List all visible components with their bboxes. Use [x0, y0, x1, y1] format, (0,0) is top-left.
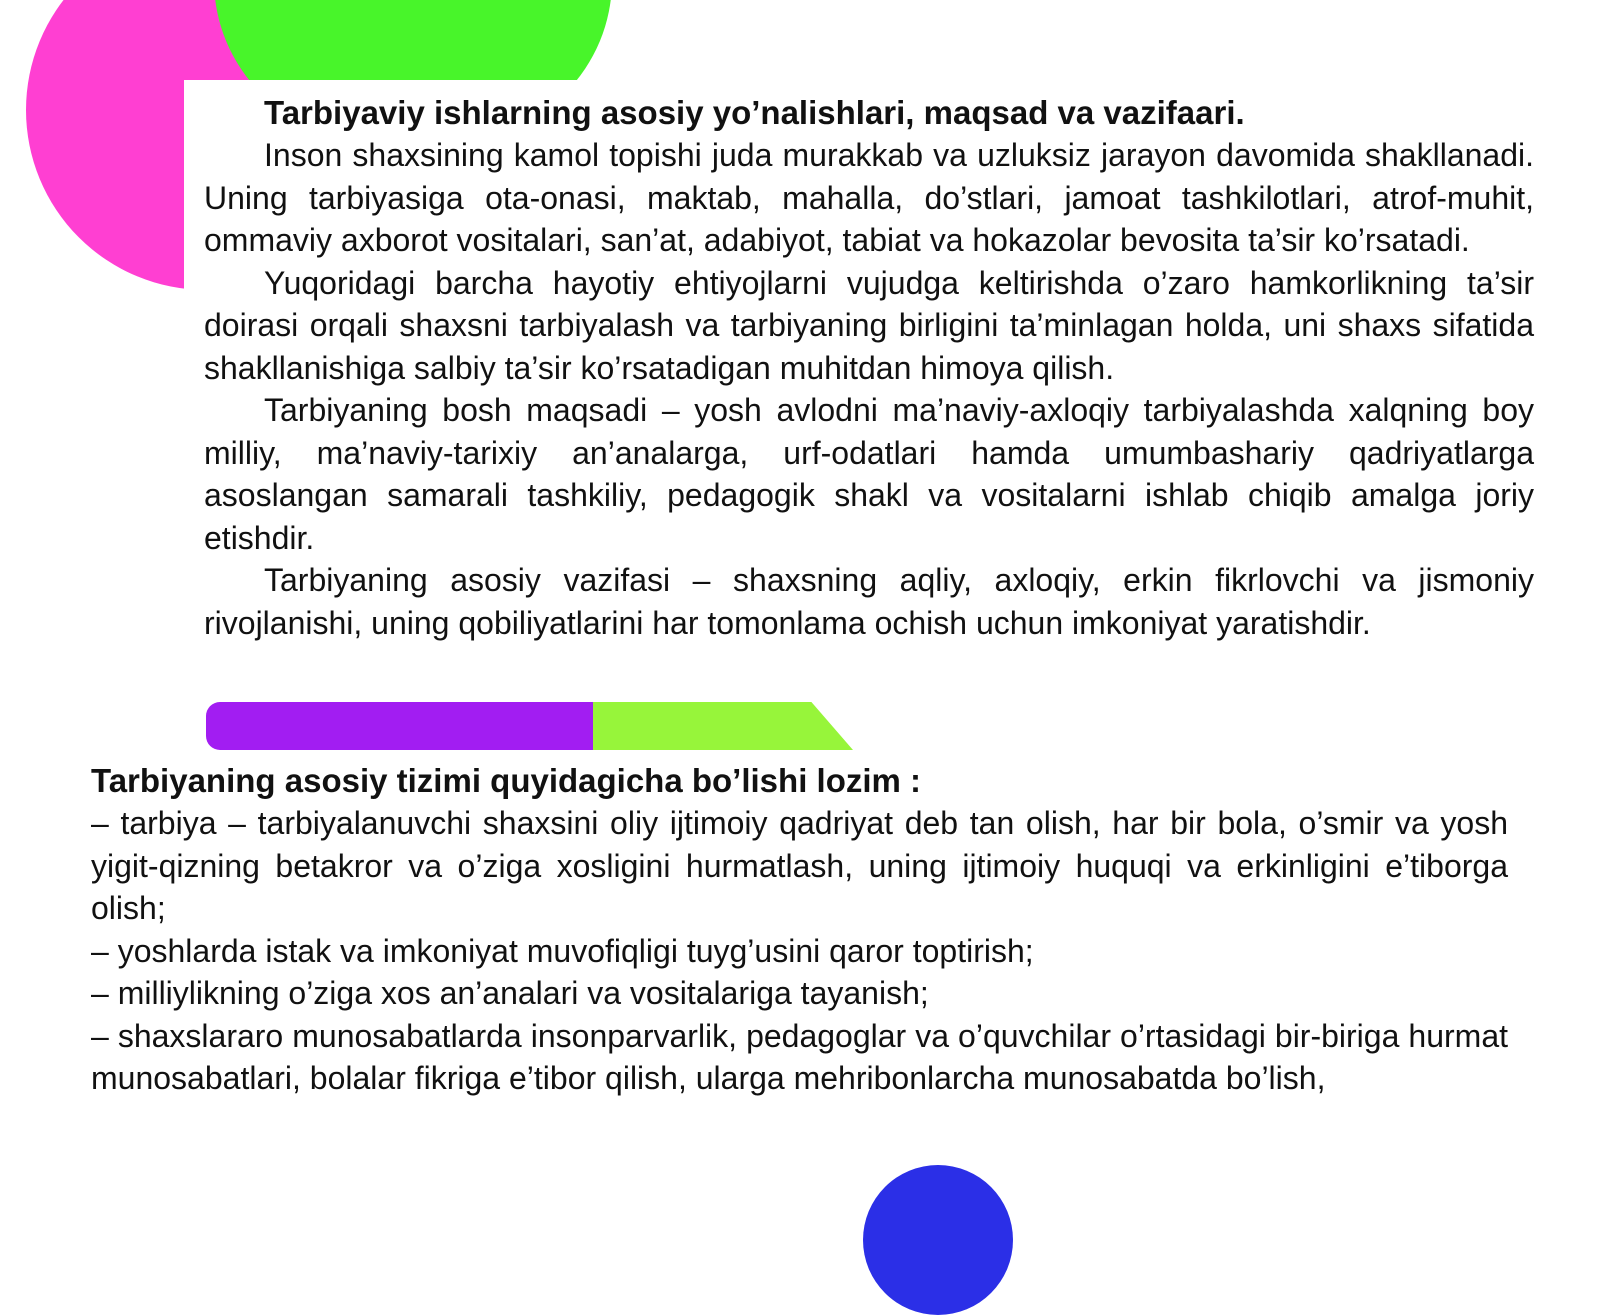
list-item: – yoshlarda istak va imkoniyat muvofiqligi tuyg’usini qaror toptirish;	[91, 932, 1034, 969]
list-item: – tarbiya – tarbiyalanuvchi shaxsini oliy ijtimoiy qadriyat deb tan olish, har bir bola, o’smir va yosh yigit-qizning betakror va o’ziga xosligini hurmatlash, uning ijtimoiy huquqi va erkinligini e’tiborga olish;	[91, 805, 1508, 926]
section-system	[91, 760, 1508, 1100]
paragraph: Yuqoridagi barcha hayotiy ehtiyojlarni vujudga keltirishda o’zaro hamkorlikning ta’sir doirasi orqali shaxsni tarbiyalash va tarbiyaning birligini ta’minlagan holda, uni shaxs sifatida shakllanishiga salbiy ta’sir ko’rsatadigan muhitdan himoya qilish.	[204, 264, 1534, 386]
list-item: – milliylikning o’ziga xos an’analari va vositalariga tayanish;	[91, 975, 929, 1011]
paragraph: Tarbiyaning asosiy vazifasi – shaxsning aqliy, axloqiy, erkin fikrlovchi va jismoniy rivojlanishi, uning qobiliyatlarini har tomonlama ochish uchun imkoniyat yaratishdir.	[204, 562, 1534, 641]
section-goals	[204, 92, 1534, 644]
decorative-lime-bar	[593, 702, 853, 750]
paragraph: Tarbiyaning bosh maqsadi – yosh avlodni ma’naviy-axloqiy tarbiyalashda xalqning boy milliy, ma’naviy-tarixiy an’analarga, urf-odatlari hamda umumbashariy qadriyatlarga asoslangan samarali tashkiliy, pedagogik shakl va vositalarni ishlab chiqib amalga joriy etishdir.	[204, 392, 1534, 556]
decorative-purple-bar	[206, 702, 593, 750]
section-system-heading: Tarbiyaning asosiy tizimi quyidagicha bo’lishi lozim :	[91, 762, 922, 799]
paragraph: Inson shaxsining kamol topishi juda murakkab va uzluksiz jarayon davomida shakllanadi. Uning tarbiyasiga ota-onasi, maktab, mahalla, do’stlari, jamoat tashkilotlari, atrof-muhit, ommaviy axborot vositalari, san’at, adabiyot, tabiat va hokazolar bevosita ta’sir ko’rsatadi.	[204, 137, 1534, 258]
decorative-blue-circle	[863, 1165, 1013, 1315]
list-item: – shaxslararo munosabatlarda insonparvarlik, pedagoglar va o’quvchilar o’rtasidagi bir-biriga hurmat munosabatlari, bolalar fikriga e’tibor qilish, ularga mehribonlarcha munosabatda bo’lish,	[91, 1017, 1508, 1096]
section-goals-heading: Tarbiyaviy ishlarning asosiy yo’nalishlari, maqsad va vazifaari.	[264, 94, 1245, 131]
